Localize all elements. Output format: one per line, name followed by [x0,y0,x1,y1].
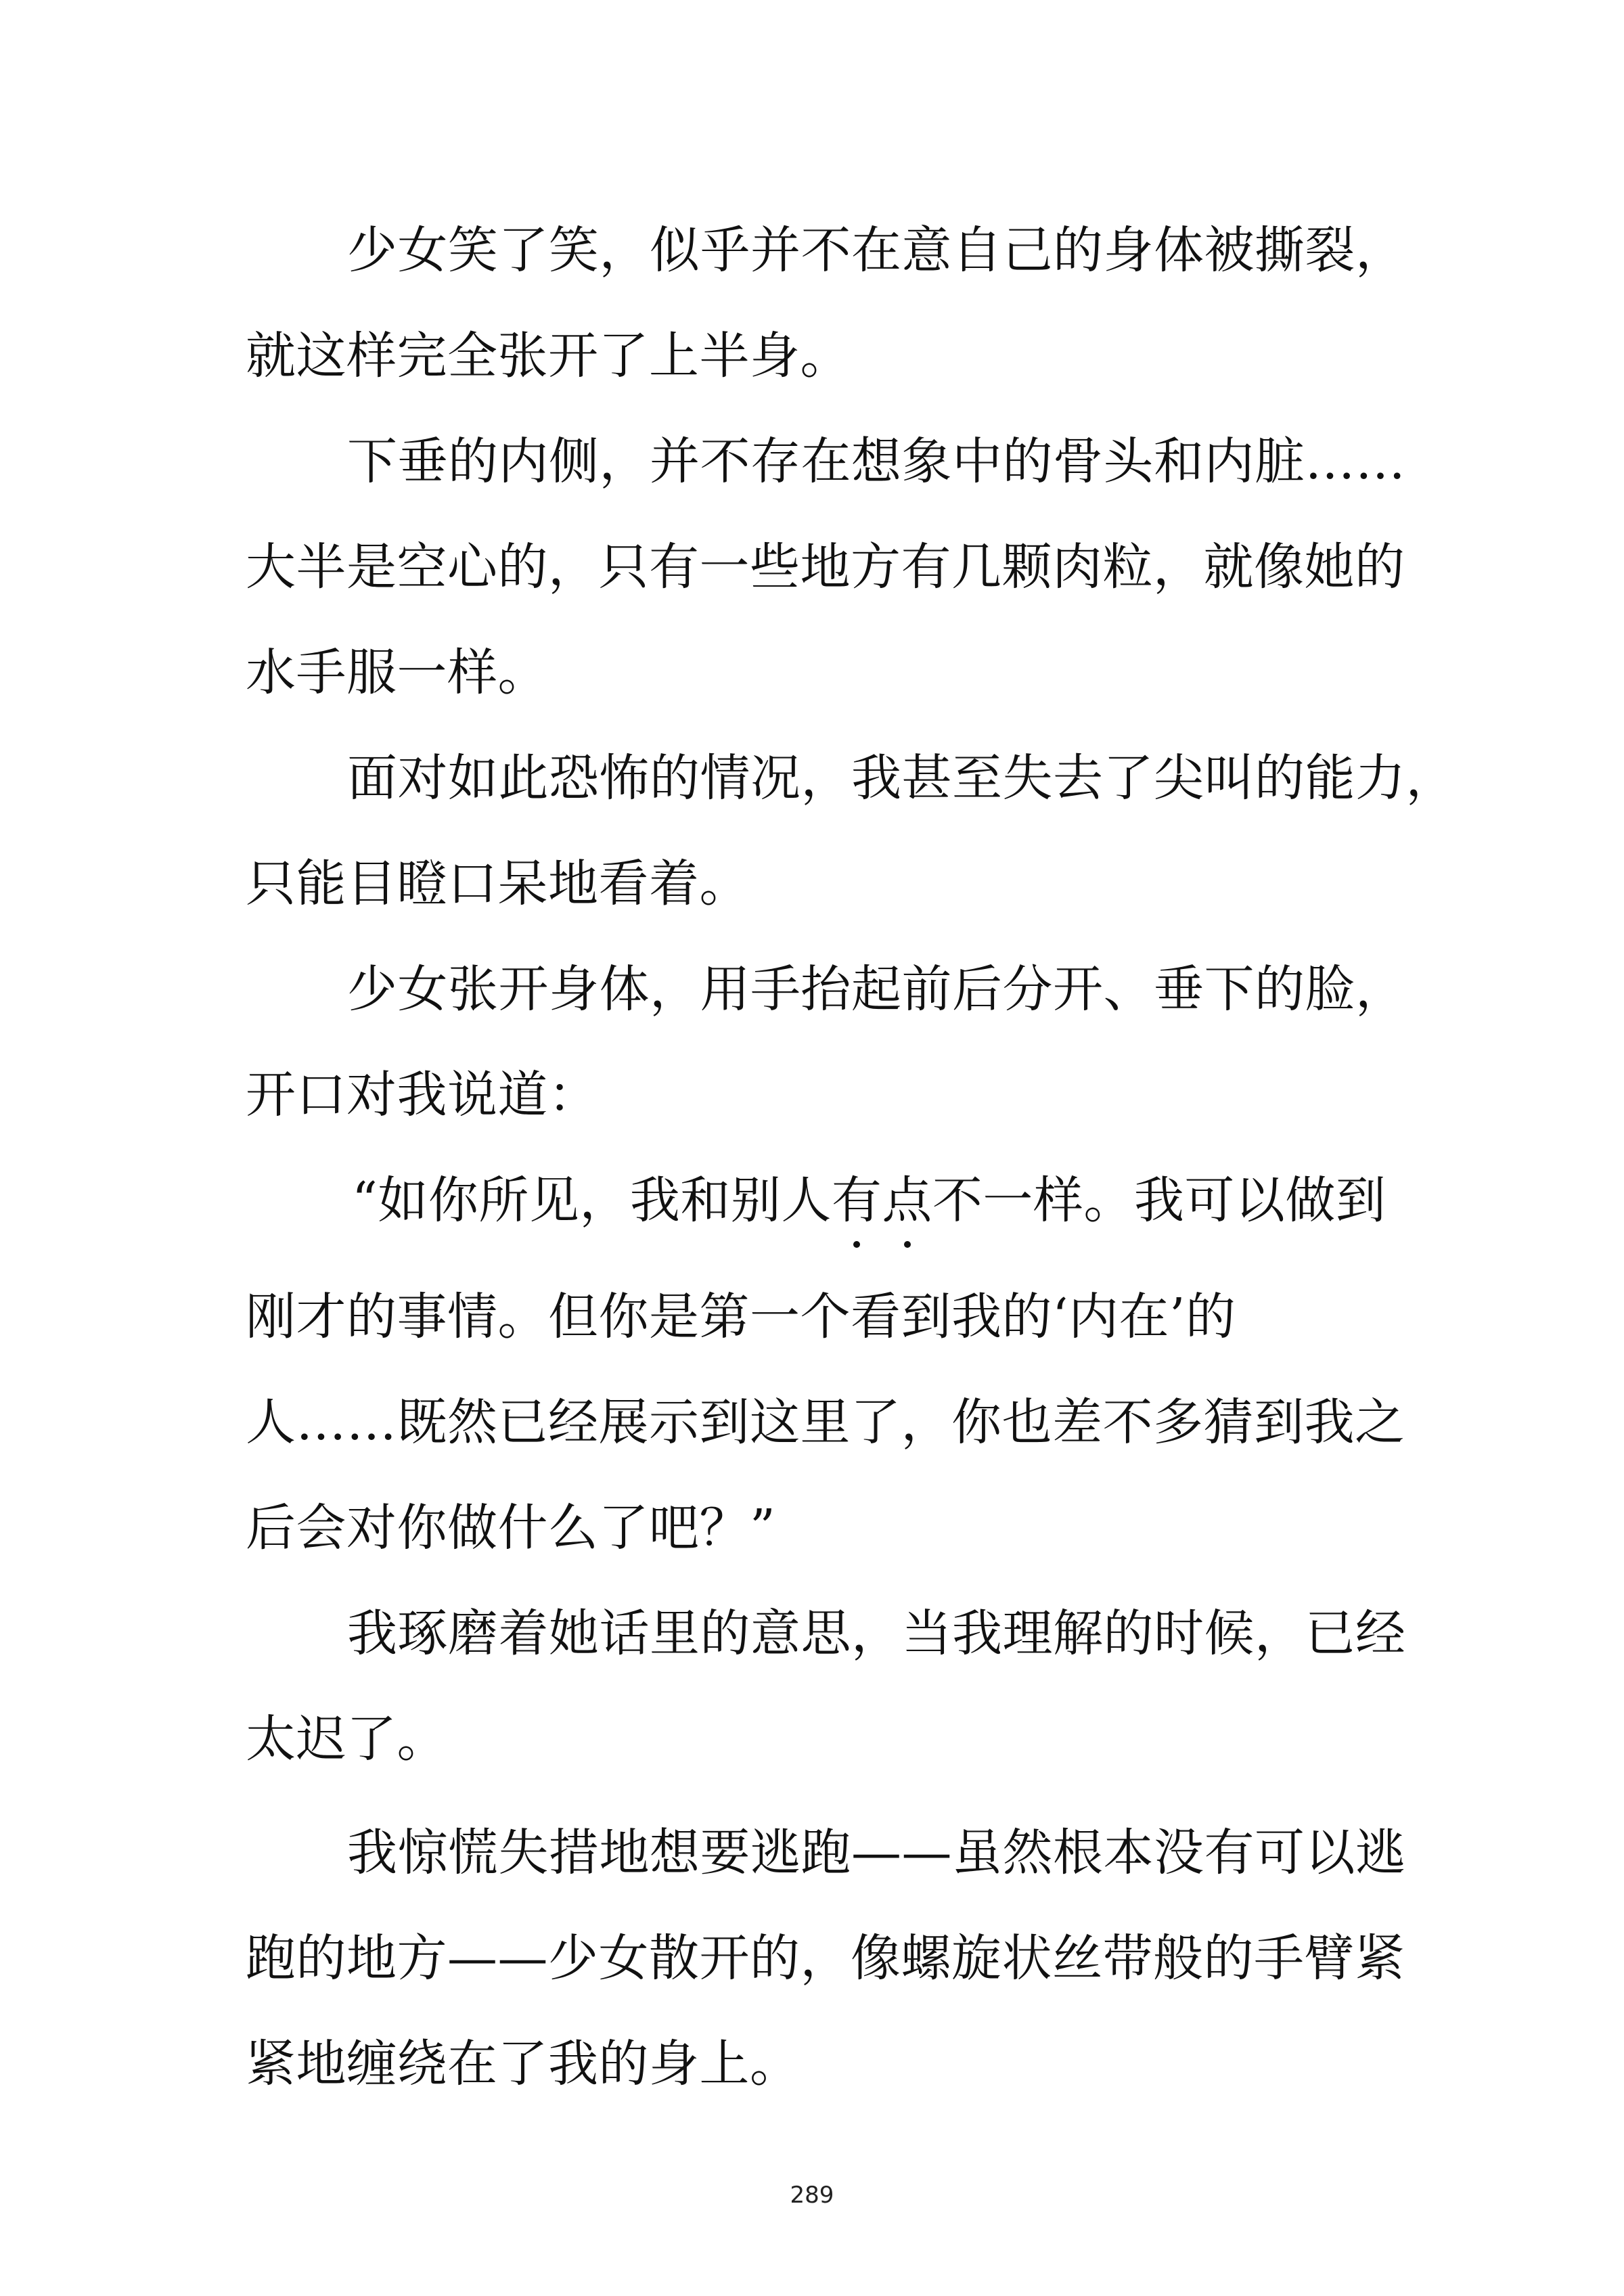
paragraph-7-line-1: 我惊慌失措地想要逃跑——虽然根本没有可以逃 [347,1824,1406,1882]
emphasized-character: 点 [882,1168,932,1233]
paragraph-2-line-1: 下垂的内侧，并不存在想象中的骨头和内脏…… [347,432,1406,491]
paragraph-1-line-2: 就这样完全张开了上半身。 [246,327,851,385]
paragraph-6-line-2: 太迟了。 [246,1710,447,1768]
paragraph-3-line-1: 面对如此恐怖的情况，我甚至失去了尖叫的能力， [347,749,1456,807]
paragraph-4-line-2: 开口对我说道： [246,1066,599,1124]
paragraph-7-line-3: 紧地缠绕在了我的身上。 [246,2035,800,2093]
paragraph-6-line-1: 我琢磨着她话里的意思，当我理解的时候，已经 [347,1604,1406,1663]
paragraph-4-line-1: 少女张开身体，用手抬起前后分开、垂下的脸， [347,960,1406,1018]
emphasized-character: 有 [832,1168,882,1233]
paragraph-5-line-2: 刚才的事情。但你是第一个看到我的‘内在’的 [246,1288,1236,1346]
paragraph-2-line-3: 水手服一样。 [246,644,548,702]
paragraph-2-line-2: 大半是空心的，只有一些地方有几颗肉粒，就像她的 [246,538,1405,596]
quote-text-after: 不一样。我可以做到 [932,1171,1386,1230]
paragraph-1-line-1: 少女笑了笑，似乎并不在意自己的身体被撕裂， [347,221,1406,279]
paragraph-5-line-3: 人……既然已经展示到这里了，你也差不多猜到我之 [246,1393,1405,1451]
quote-text-before: “如你所见，我和别人 [352,1171,832,1230]
paragraph-5-line-1 [352,1168,1386,1233]
paragraph-5-line-4: 后会对你做什么了吧？” [246,1499,776,1557]
page-number: 289 [790,2182,834,2209]
paragraph-7-line-2: 跑的地方——少女散开的，像螺旋状丝带般的手臂紧 [246,1929,1405,1987]
paragraph-3-line-2: 只能目瞪口呆地看着。 [246,855,750,913]
